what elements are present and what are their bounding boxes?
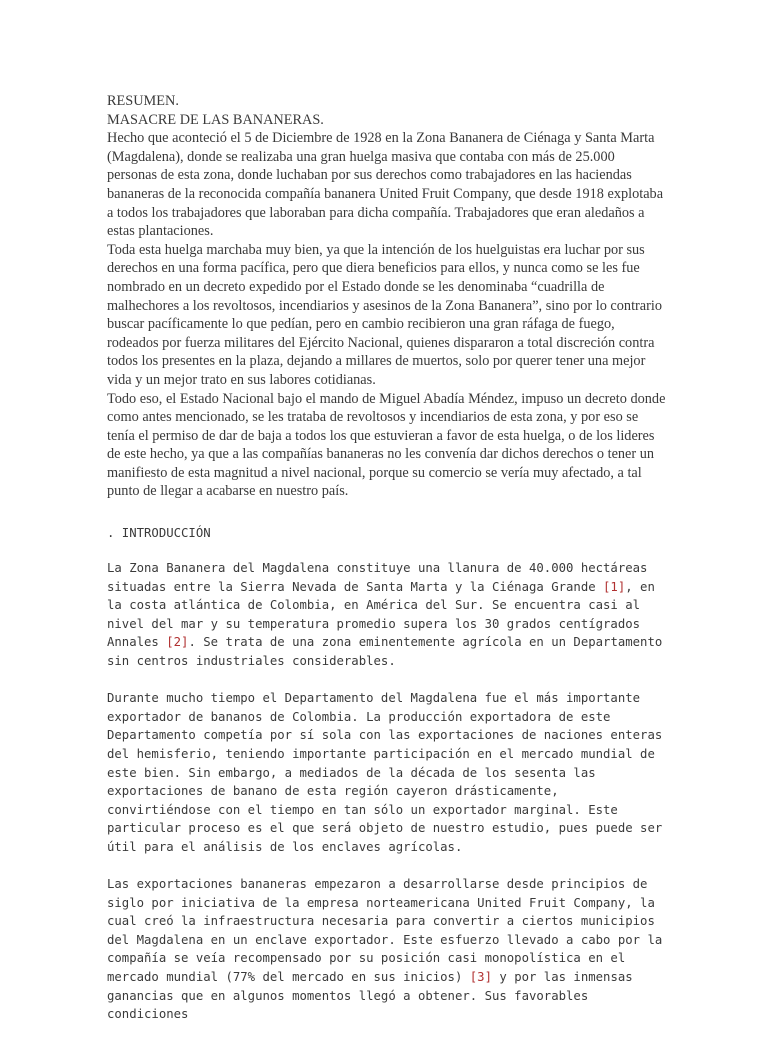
footnote-ref-1[interactable]: [1] bbox=[603, 579, 626, 594]
intro-paragraph-3 bbox=[107, 875, 667, 1024]
resumen-paragraph-1: Hecho que aconteció el 5 de Diciembre de 1928 en la Zona Bananera de Ciénaga y Santa Marta (Magdalena), donde se realizaba una gran huelga masiva que contaba con más de 25.000 personas de esta zona, donde luchaban por sus derechos como trabajadores en las haciendas bananeras de la reconocida compañía bananera United Fruit Company, que desde 1918 explotaba a todos los trabajadores que laboraban para dicha compañía. Trabajadores que eran aledaños a estas plantaciones. bbox=[107, 130, 664, 240]
intro-p1-text-b: , en la costa atlántica de Colombia, en América del Sur. Se encuentra casi al nivel del mar y su temperatura promedio supera los 30 grados centígrados Annales bbox=[107, 579, 655, 650]
intro-p1-text-a: La Zona Bananera del Magdalena constituye una llanura de 40.000 hectáreas situadas entre la Sierra Nevada de Santa Marta y la Ciénaga Grande bbox=[107, 561, 648, 594]
resumen-paragraph-2: Toda esta huelga marchaba muy bien, ya que la intención de los huelguistas era luchar por sus derechos en una forma pacífica, pero que diera beneficios para ellos, y nunca como se les fue nombrado en un decreto expedido por el Estado donde se les denominaba “cuadrilla de malhechores a los revoltosos, incendiarios y asesinos de la Zona Bananera”, sino por lo contrario buscar pacíficamente lo que pedían, pero en cambio recibieron una gran ráfaga de fuego, rodeados por fuerza militares del Ejército Nacional, quienes dispararon a total discreción contra todos los presentes en la plaza, dejando a millares de muertos, solo por querer tener una mejor vida y un mejor trato en sus labores cotidianas. bbox=[107, 241, 663, 388]
masacre-heading: MASACRE DE LAS BANANERAS. bbox=[107, 111, 324, 128]
intro-p3-text-a: Las exportaciones bananeras empezaron a desarrollarse desde principios de siglo por iniciativa de la empresa norteamericana United Fruit Company, la cual creó la infraestructura necesaria para convertir a ciertos municipios del Magdalena en un enclave exportador. Este esfuerzo llevado a cabo por la compañía se veía recompensado por su posición casi monopolística en el mercado mundial (77% del mercado en sus inicios) bbox=[107, 877, 663, 985]
footnote-ref-3[interactable]: [3] bbox=[469, 970, 492, 985]
intro-p3-text-b: y por las inmensas ganancias que en algunos momentos llegó a obtener. Sus favorables condiciones bbox=[107, 970, 633, 1022]
resumen-section bbox=[107, 92, 667, 501]
intro-paragraph-2: Durante mucho tiempo el Departamento del Magdalena fue el más importante exportador de bananos de Colombia. La producción exportadora de este Departamento competía por sí sola con las exportaciones de naciones enteras del hemisferio, teniendo importante participación en el mercado mundial de este bien. Sin embargo, a mediados de la década de los sesenta las exportaciones de banano de esta región cayeron drásticamente, convirtiéndose con el tiempo en tan sólo un exportador marginal. Este particular proceso es el que será objeto de nuestro estudio, pues puede ser útil para el análisis de los enclaves agrícolas. bbox=[107, 691, 663, 854]
introduccion-heading: . INTRODUCCIÓN bbox=[107, 526, 211, 540]
intro-p1-text-c: . Se trata de una zona eminentemente agrícola en un Departamento sin centros industriales considerables. bbox=[107, 635, 663, 668]
introduccion-section bbox=[107, 559, 667, 1042]
footnote-ref-2[interactable]: [2] bbox=[166, 635, 189, 650]
resumen-paragraph-3: Todo eso, el Estado Nacional bajo el mando de Miguel Abadía Méndez, impuso un decreto donde como antes mencionado, se les trataba de revoltosos y incendiarios de esta zona, y por eso se tenía el permiso de dar de baja a todos los que estuvieran a favor de esta huelga, o de los lideres de este hecho, ya que a las compañías bananeras no les convenía dar dichos derechos o tener un manifiesto de esta magnitud a nivel nacional, porque su comercio se vería muy afectado, a tal punto de llegar a acabarse en nuestro país. bbox=[107, 390, 666, 500]
intro-paragraph-1 bbox=[107, 559, 667, 671]
resumen-heading: RESUMEN. bbox=[107, 93, 179, 109]
